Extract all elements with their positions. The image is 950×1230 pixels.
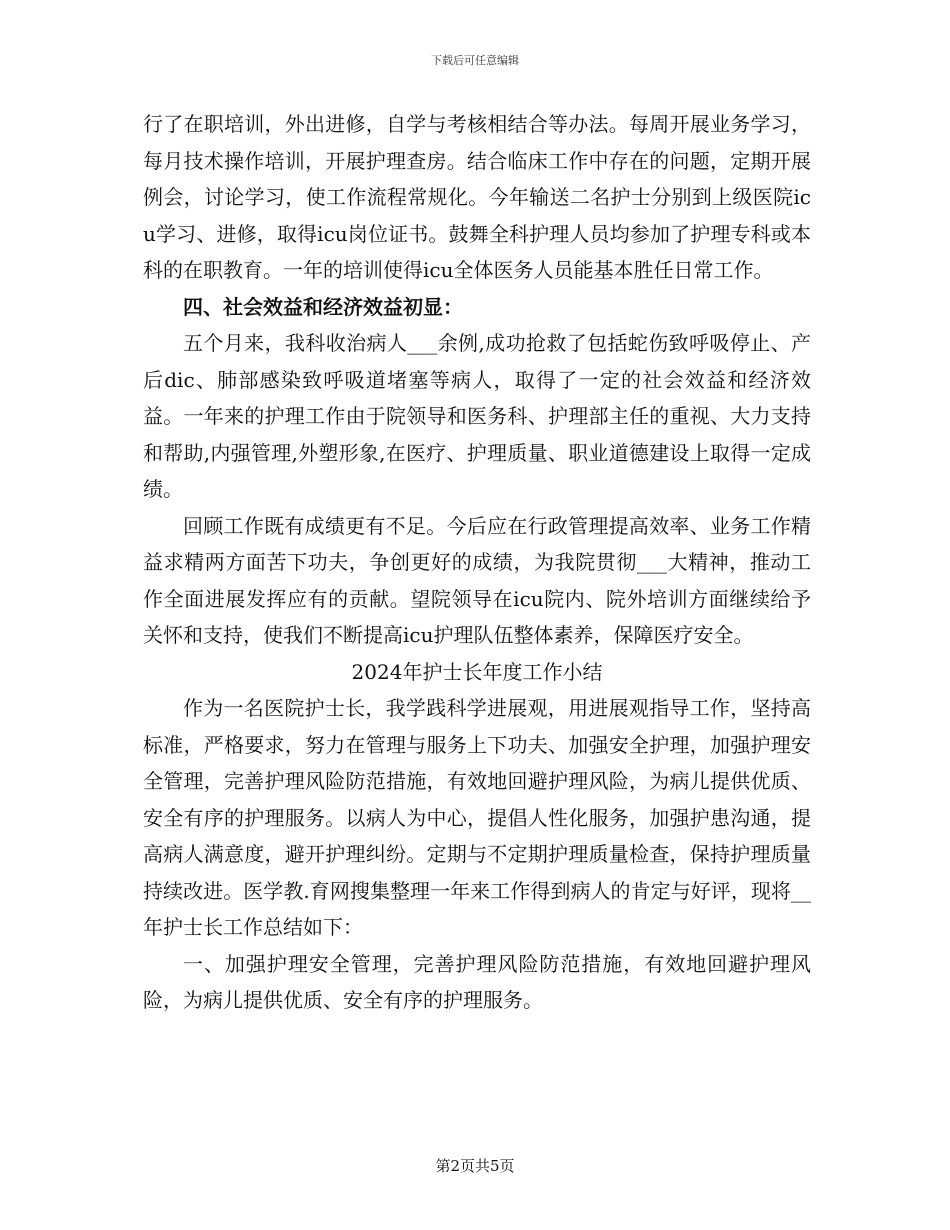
document-title: 2024年护士长年度工作小结 <box>351 659 603 684</box>
paragraph-training: 行了在职培训，外出进修，自学与考核相结合等办法。每周开展业务学习，每月技术操作培训，开展护理查房。结合临床工作中存在的问题，定期开展例会，讨论学习，使工作流程常规化。今年输送二名护士分别到上级医院icu学习、进修，取得icu岗位证书。鼓舞全科护理人员均参加了护理专科或本科的在职教育。一年的培训使得icu全体医务人员能基本胜任日常工作。 <box>143 112 811 282</box>
page-footer: 第2页共5页 <box>435 1157 515 1175</box>
paragraph-section-one: 一、加强护理安全管理，完善护理风险防范措施，有效地回避护理风险，为病儿提供优质、安全有序的护理服务。 <box>143 951 811 1012</box>
paragraph-benefits: 五个月来，我科收治病人___余例,成功抢救了包括蛇伤致呼吸停止、产后dic、肺部感染致呼吸道堵塞等病人，取得了一定的社会效益和经济效益。一年来的护理工作由于院领导和医务科、护理部主任的重视、大力支持和帮助,内强管理,外塑形象,在医疗、护理质量、职业道德建设上取得一定成绩。 <box>143 331 811 501</box>
section-heading-benefits: 四、社会效益和经济效益初显： <box>183 294 463 319</box>
document-body <box>143 106 811 1019</box>
paragraph-intro: 作为一名医院护士长，我学践科学进展观，用进展观指导工作，坚持高标准，严格要求，努力在管理与服务上下功夫、加强安全护理，加强护理安全管理，完善护理风险防范措施，有效地回避护理风险，为病儿提供优质、安全有序的护理服务。以病人为中心，提倡人性化服务，加强护患沟通，提高病人满意度，避开护理纠纷。定期与不定期护理质量检查，保持护理质量持续改进。医学教.育网搜集整理一年来工作得到病人的肯定与好评，现将__年护士长工作总结如下： <box>143 696 811 939</box>
page-header: 下载后可任意编辑 <box>431 54 519 67</box>
paragraph-review: 回顾工作既有成绩更有不足。今后应在行政管理提高效率、业务工作精益求精两方面苦下功夫，争创更好的成绩，为我院贯彻___大精神，推动工作全面进展发挥应有的贡献。望院领导在icu院内、院外培训方面继续给予关怀和支持，使我们不断提高icu护理队伍整体素养，保障医疗安全。 <box>143 513 811 647</box>
